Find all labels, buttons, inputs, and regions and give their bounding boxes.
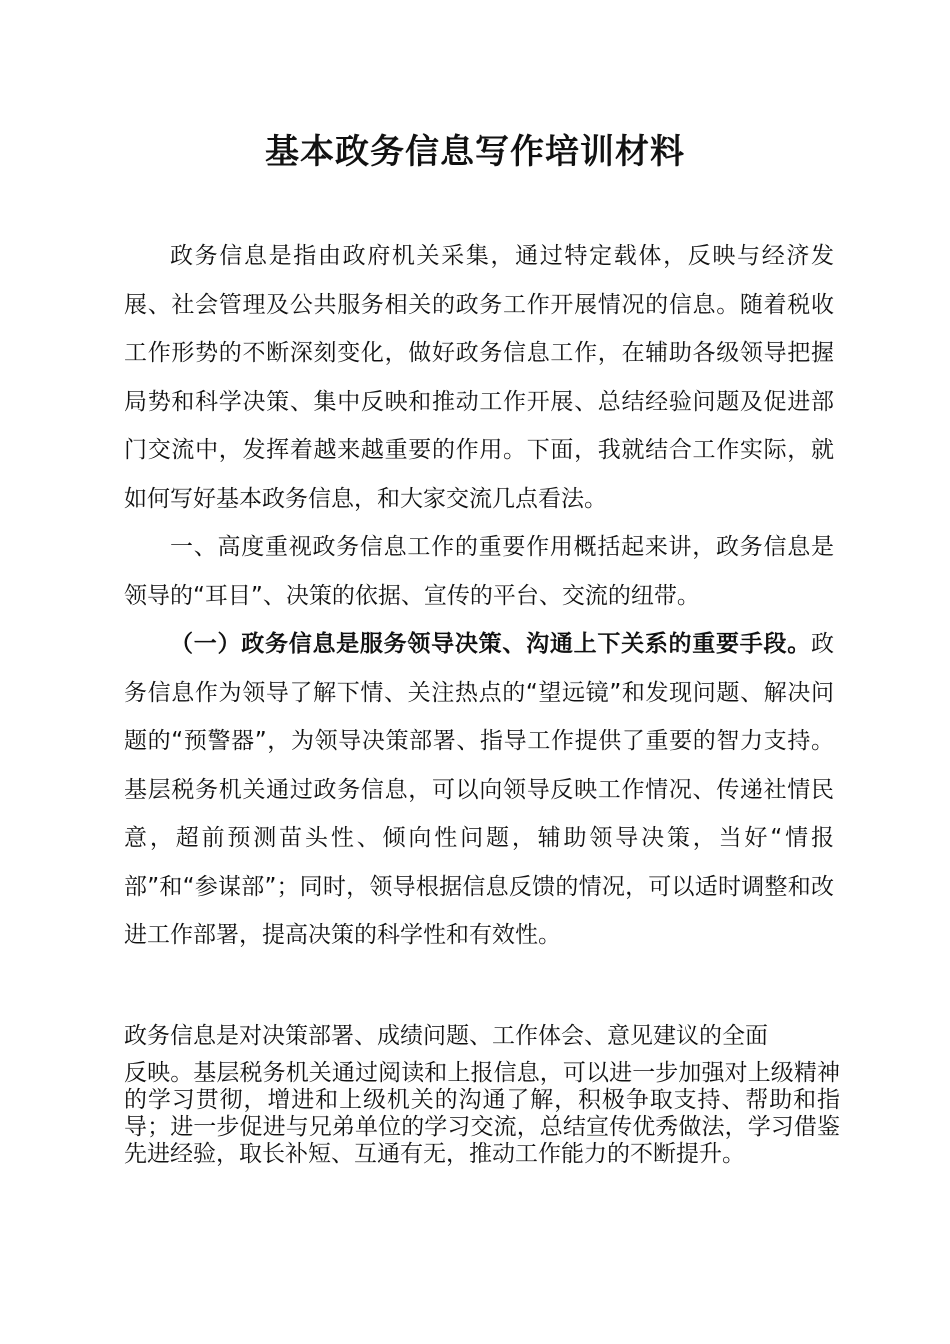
second-block [124,1012,834,1061]
subsection-paragraph [124,620,834,960]
subsection-heading: （一）政务信息是服务领导决策、沟通上下关系的重要手段。 [170,631,811,657]
intro-paragraph: 政务信息是指由政府机关采集，通过特定载体，反映与经济发展、社会管理及公共服务相关的政务工作开展情况的信息。随着税收工作形势的不断深刻变化，做好政务信息工作，在辅助各级领导把握局势和科学决策、集中反映和推动工作开展、总结经验问题及促进部门交流中，发挥着越来越重要的作用。下面，我就结合工作实际，就如何写好基本政务信息，和大家交流几点看法。 [124,243,834,512]
document-body [124,232,834,960]
second-block-first-line: 政务信息是对决策部署、成绩问题、工作体会、意见建议的全面 [124,1023,768,1049]
second-block-continuation: 反映。基层税务机关通过阅读和上报信息，可以进一步加强对上级精神的学习贯彻，增进和上级机关的沟通了解，积极争取支持、帮助和指导；进一步促进与兄弟单位的学习交流，总结宣传优秀做法，学习借鉴先进经验，取长补短、互通有无，推动工作能力的不断提升。 [124,1060,840,1167]
subsection-text: 政务信息作为领导了解下情、关注热点的“望远镜”和发现问题、解决问题的“预警器”，为领导决策部署、指导工作提供了重要的智力支持。基层税务机关通过政务信息，可以向领导反映工作情况、传递社情民意，超前预测苗头性、倾向性问题，辅助领导决策，当好“情报部”和“参谋部”；同时，领导根据信息反馈的情况，可以适时调整和改进工作部署，提高决策的科学性和有效性。 [124,631,834,948]
document-title: 基本政务信息写作培训材料 [265,132,685,172]
section-one-paragraph: 一、高度重视政务信息工作的重要作用概括起来讲，政务信息是领导的“耳目”、决策的依据、宣传的平台、交流的纽带。 [124,534,834,609]
